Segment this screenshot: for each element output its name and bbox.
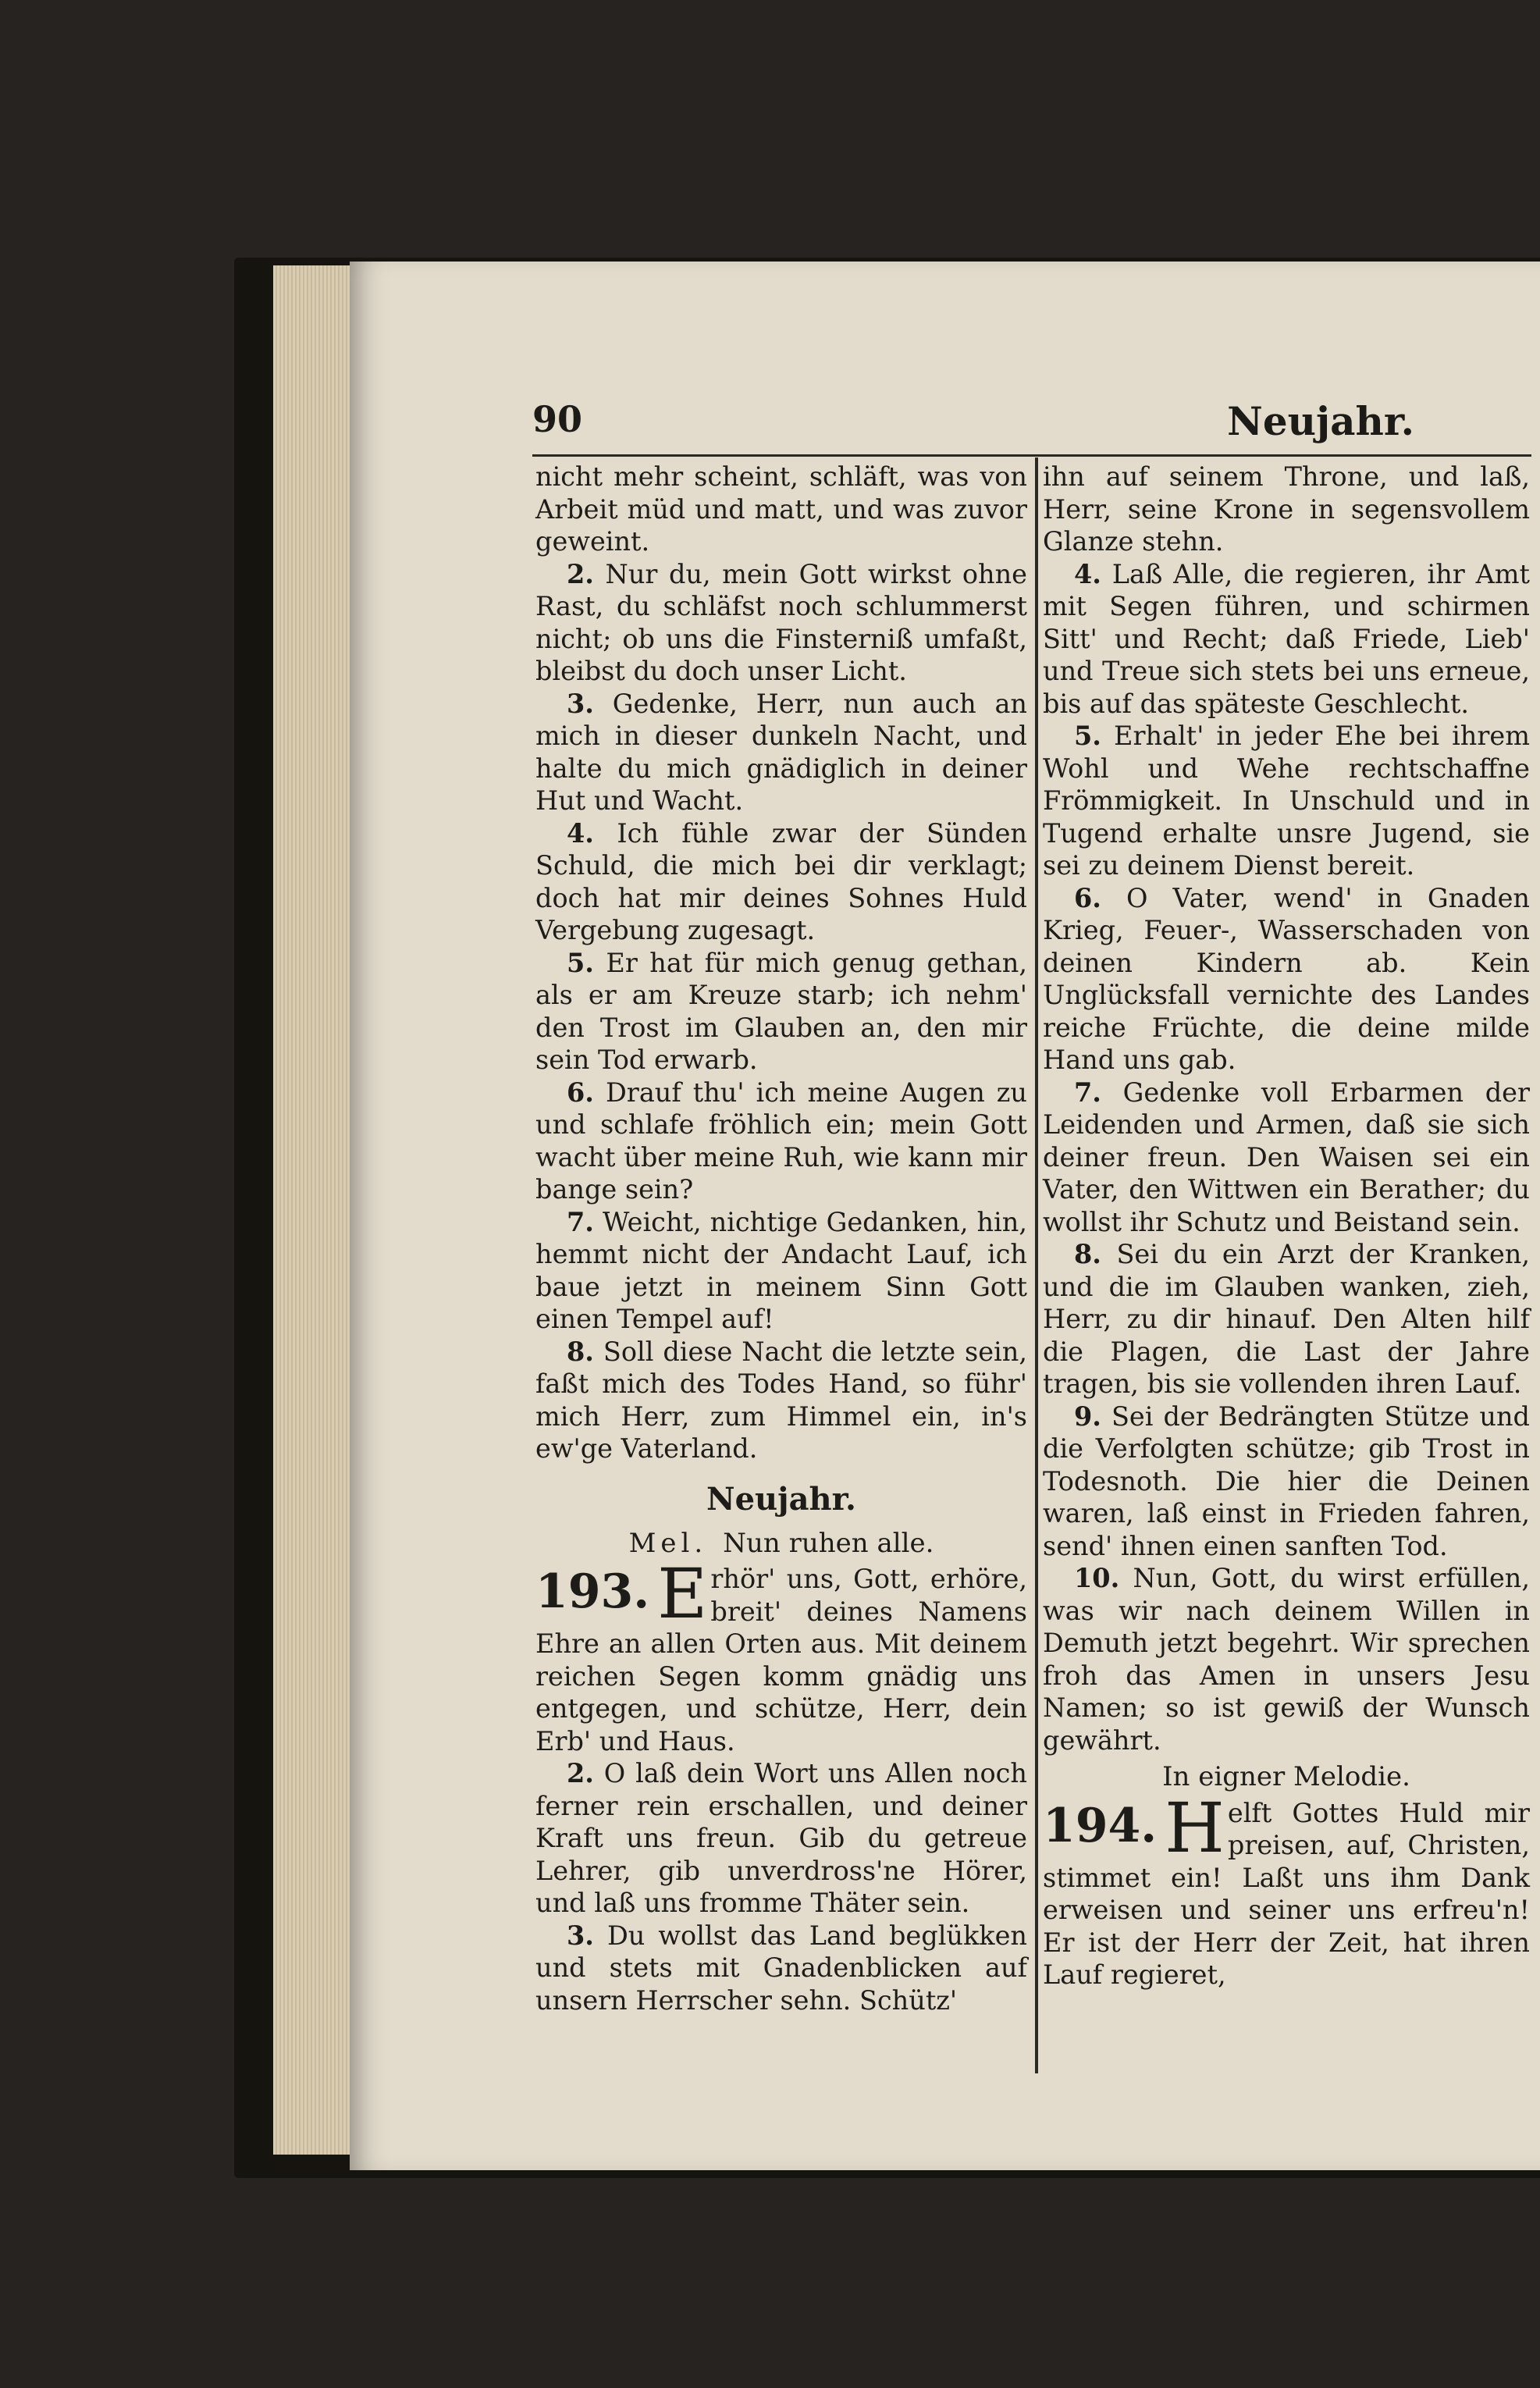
verse-text: Sei der Bedrängten Stütze und die Verfolgten schütze; gib Trost in Todesnoth. Die hier die Deinen waren, laß einst in Frieden fahren, send' ihnen einen sanften Tod. [1043, 1400, 1530, 1561]
verse [1043, 1400, 1530, 1563]
verse-text: Soll diese Nacht die letzte sein, faßt mich des Todes Hand, so führ' mich Herr, zum Himmel ein, in's ew'ge Vaterland. [535, 1336, 1027, 1464]
verse-text: Sei du ein Arzt der Kranken, und die im Glauben wanken, zieh, Herr, zu dir hinauf. Den Alten hilf die Plagen, die Last der Jahre tragen, bis sie vollenden ihren Lauf. [1043, 1239, 1530, 1399]
verse-text: Erhalt' in jeder Ehe bei ihrem Wohl und Wehe rechtschaffne Frömmigkeit. In Unschuld und in Tugend erhalte unsre Jugend, sie sei zu deinem Dienst bereit. [1043, 721, 1530, 881]
verse [535, 1206, 1027, 1336]
verse [1043, 1238, 1530, 1400]
verse [535, 1920, 1027, 2017]
verse-text: rhör' uns, Gott, erhöre, breit' deines Namens Ehre an allen Orten aus. Mit deinem reichen Segen komm gnädig uns entgegen, und schütze, Herr, dein Erb' und Haus. [535, 1564, 1027, 1756]
page-edges [273, 265, 359, 2155]
melody-line [1043, 1761, 1530, 1794]
verse-text: Gedenke, Herr, nun auch an mich in dieser dunkeln Nacht, und halte du mich gnädiglich in deiner Hut und Wacht. [535, 688, 1028, 816]
left-column [535, 461, 1027, 2016]
verse [535, 558, 1027, 688]
verse-number: 5. [567, 947, 594, 978]
verse-number: 3. [567, 1920, 594, 1951]
verse [535, 947, 1027, 1077]
verse-number: 6. [1074, 882, 1101, 913]
verse [1043, 720, 1530, 882]
hymn-number: 194. [1043, 1798, 1158, 1853]
verse-text: Laß Alle, die regieren, ihr Amt mit Segen führen, und schirmen Sitt' und Recht; daß Friede, Lieb' und Treue sich stets bei uns erneue, bis auf das späteste Geschlecht. [1043, 558, 1530, 719]
verse [1043, 882, 1530, 1077]
verse-continuation: nicht mehr scheint, schläft, was von Arbeit müd und matt, und was zuvor geweint. [535, 461, 1027, 557]
drop-cap: H [1165, 1787, 1225, 1868]
section-title: Neujahr. [706, 1480, 856, 1518]
verse-text: Ich fühle zwar der Sünden Schuld, die mich bei dir verklagt; doch hat mir deines Sohnes Huld Vergebung zugesagt. [535, 817, 1028, 945]
verse-continuation: ihn auf seinem Throne, und laß, Herr, seine Krone in segensvollem Glanze stehn. [1043, 461, 1530, 557]
verse-text: Weicht, nichtige Gedanken, hin, hemmt nicht der Andacht Lauf, ich baue jetzt in meinem Sinn Gott einen Tempel auf! [535, 1206, 1027, 1334]
verse-number: 4. [1074, 558, 1101, 589]
drop-cap: E [657, 1553, 708, 1634]
header-rule [532, 454, 1531, 457]
verse [535, 688, 1027, 817]
right-column [1043, 461, 1530, 1991]
verse-number: 5. [1074, 721, 1101, 751]
verse [1043, 1077, 1530, 1239]
verse [535, 1757, 1027, 1920]
page-number: 90 [532, 398, 583, 440]
melody-label: Mel. [628, 1527, 708, 1559]
verse [535, 1077, 1027, 1206]
verse-text: Gedenke voll Erbarmen der Leidenden und Armen, daß sie sich deiner freun. Den Waisen sei ein Vater, den Wittwen ein Berather; du wollst ihr Schutz und Beistand sein. [1043, 1077, 1531, 1237]
verse [1043, 1562, 1530, 1756]
melody-tune: Nun ruhen alle. [723, 1527, 934, 1559]
hymn-first-verse [1043, 1787, 1530, 1991]
verse-text: Drauf thu' ich meine Augen zu und schlafe fröhlich ein; mein Gott wacht über meine Ruh, wie kann mir bange sein? [535, 1077, 1027, 1205]
verse-number: 3. [567, 688, 594, 719]
verse-number: 9. [1074, 1400, 1101, 1432]
verse-text: Nur du, mein Gott wirkst ohne Rast, du schläfst noch schlummerst nicht; ob uns die Finsterniß umfaßt, bleibst du doch unser Licht. [535, 558, 1027, 686]
page-header [532, 398, 1531, 453]
verse-number: 7. [567, 1206, 594, 1237]
verse-text: O Vater, wend' in Gnaden Krieg, Feuer-, Wasserschaden von deinen Kindern ab. Kein Unglücksfall vernichte des Landes reiche Früchte, die deine milde Hand uns gab. [1043, 882, 1531, 1075]
verse-text: elft Gottes Huld mir preisen, auf, Christen, stimmet ein! Laßt uns ihm Dank erweisen und seiner uns erfreu'n! Er ist der Herr der Zeit, hat ihren Lauf regieret, [1043, 1797, 1530, 1990]
verse [1043, 558, 1530, 721]
verse-text: O laß dein Wort uns Allen noch ferner rein erschallen, und deiner Kraft uns freun. Gib du getreue Lehrer, gib unverdross'ne Hörer, und laß uns fromme Thäter sein. [535, 1758, 1027, 1918]
hymn-first-verse [535, 1553, 1027, 1757]
hymn-number: 193. [535, 1564, 650, 1619]
melody-line [535, 1528, 1027, 1561]
column-divider [1035, 457, 1038, 2073]
verse-number: 2. [567, 1758, 594, 1788]
verse-number: 10. [1074, 1563, 1120, 1593]
verse [535, 1336, 1027, 1465]
verse-text: Nun, Gott, du wirst erfüllen, was wir nach deinem Willen in Demuth jetzt begehrt. Wir sprechen froh das Amen in unsers Jesu Namen; so ist gewiß der Wunsch gewährt. [1043, 1563, 1531, 1756]
verse [535, 817, 1027, 947]
verse-number: 8. [567, 1336, 594, 1367]
melody-tune: In eigner Melodie. [1162, 1761, 1410, 1792]
running-title: Neujahr. [1227, 398, 1414, 444]
verse-text: Er hat für mich genug gethan, als er am Kreuze starb; ich nehm' den Trost im Glauben an, den mir sein Tod erwarb. [535, 947, 1027, 1075]
verse-number: 6. [567, 1077, 594, 1108]
verse-number: 7. [1074, 1077, 1101, 1108]
verse-number: 4. [567, 817, 594, 849]
verse-text: Du wollst das Land beglükken und stets mit Gnadenblicken auf unsern Herrscher sehn. Schütz' [535, 1920, 1027, 2016]
verse-number: 8. [1074, 1239, 1101, 1269]
verse-number: 2. [567, 558, 594, 589]
